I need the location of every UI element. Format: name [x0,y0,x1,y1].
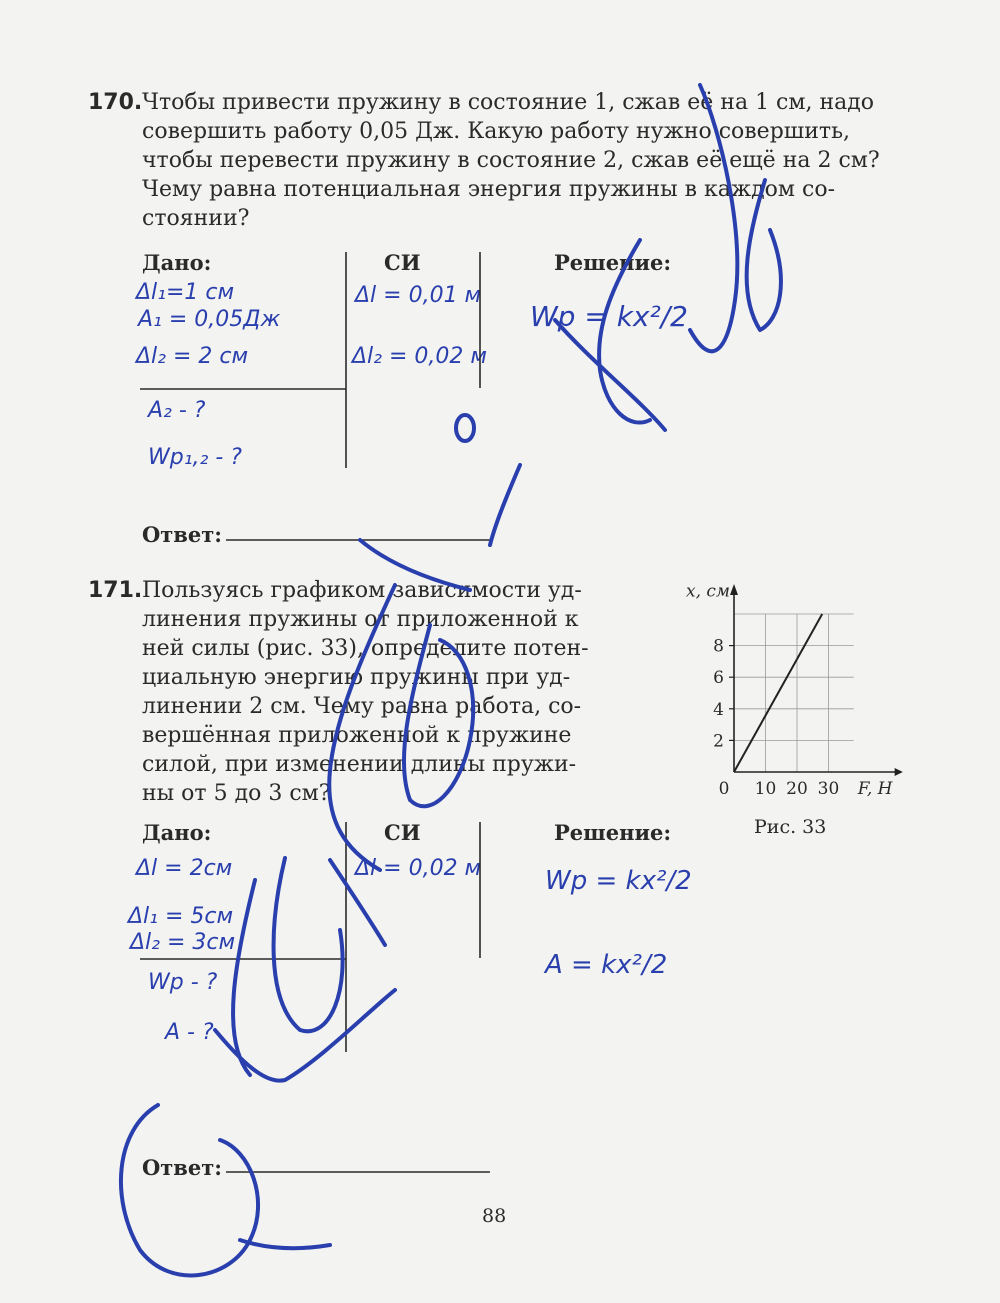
scribble-stroke [330,860,385,945]
y-tick-label: 2 [713,731,724,752]
scribble-circle [456,415,474,441]
problem-171-line: вершённая приложенной к пружине [142,723,572,748]
hw-171-given: A - ? [165,1020,214,1045]
hw-171-solution: A = kx²/2 [545,950,668,980]
problem-170-line: совершить работу 0,05 Дж. Какую работу нужно совершить, [142,119,851,144]
problem-171-solution-label: Решение: [554,820,672,845]
hw-171-given: Δl = 2см [136,856,233,881]
scribble-stroke [690,85,737,351]
x-tick-label: 0 [718,779,730,799]
problem-171-line: Пользуясь графиком зависимости уд- [142,578,582,603]
problem-171-given-label: Дано: [142,820,212,845]
scribble-stroke [215,990,395,1081]
problem-170-line: стоянии? [142,206,250,231]
hw-170-given: A₂ - ? [148,398,206,423]
hw-171-given: Δl₂ = 3см [130,930,236,955]
scribble-stroke [121,1105,258,1275]
scribble-stroke [599,240,650,423]
hw-170-si: Δl₂ = 0,02 м [352,344,487,369]
problem-170-given-label: Дано: [142,250,212,275]
problem-171-line: линении 2 см. Чему равна работа, со- [142,694,582,719]
scribble-stroke [240,1240,330,1248]
hw-170-si: Δl = 0,01 м [355,283,482,308]
hw-171-solution: Wp = kx²/2 [545,866,692,896]
pen-scribbles [121,85,781,1275]
y-tick-label: 4 [713,699,724,720]
scribble-stroke [490,465,520,545]
x-tick-label: 30 [817,779,840,799]
problem-170-answer-label: Ответ: [142,522,223,547]
figure-33-chart [686,582,903,799]
problem-170-line: Чему равна потенциальная энергия пружины в каждом со- [142,177,836,202]
problem-170-number: 170. [88,90,143,115]
problem-170-line: чтобы перевести пружину в состояние 2, сжав её ещё на 2 см? [142,148,880,173]
series-line [734,614,822,772]
problem-171-si-label: СИ [384,820,421,845]
hw-170-solution: Wp = kx²/2 [530,300,688,333]
problem-171-line: ней силы (рис. 33), определите потен- [142,636,589,661]
scribble-stroke [329,585,395,870]
problem-170-solution-label: Решение: [554,250,672,275]
y-tick-label: 8 [713,636,724,657]
x-tick-label: 10 [754,779,777,799]
problem-171-line: циальную энергию пружины при уд- [142,665,571,690]
hw-171-given: Δl₁ = 5см [128,904,234,929]
problem-170-si-label: СИ [384,250,421,275]
problem-170-line: Чтобы привести пружину в состояние 1, сжав её на 1 см, надо [142,90,875,115]
scribble-stroke [274,858,343,1031]
y-tick-label: 6 [713,668,724,689]
y-axis-label: x, см [685,581,730,602]
figure-caption: Рис. 33 [754,816,827,838]
problem-171-line: линения пружины от приложенной к [142,607,579,632]
hw-170-given: Δl₂ = 2 см [136,344,249,369]
scribble-stroke [233,880,255,1075]
scribble-stroke [404,625,473,806]
scribble-stroke [555,320,665,430]
scribble-stroke [360,540,470,590]
hw-170-given: Wp₁,₂ - ? [148,445,242,470]
problem-171-answer-label: Ответ: [142,1155,223,1180]
problem-171-line: ны от 5 до 3 см? [142,781,331,806]
hw-170-given: A₁ = 0,05Дж [138,307,281,332]
hw-171-given: Wp - ? [148,970,218,995]
page-number: 88 [482,1205,507,1227]
x-tick-label: 20 [786,779,808,799]
x-axis-label: F, Н [857,779,893,799]
problem-171-line: силой, при изменении длины пружи- [142,752,577,777]
hw-171-si: Δl = 0,02 м [355,856,482,881]
problem-171-number: 171. [88,578,143,603]
x-axis-arrow [895,768,903,776]
hw-170-given: Δl₁=1 см [136,280,235,305]
scribble-stroke [747,180,781,330]
y-axis-arrow [730,584,738,595]
